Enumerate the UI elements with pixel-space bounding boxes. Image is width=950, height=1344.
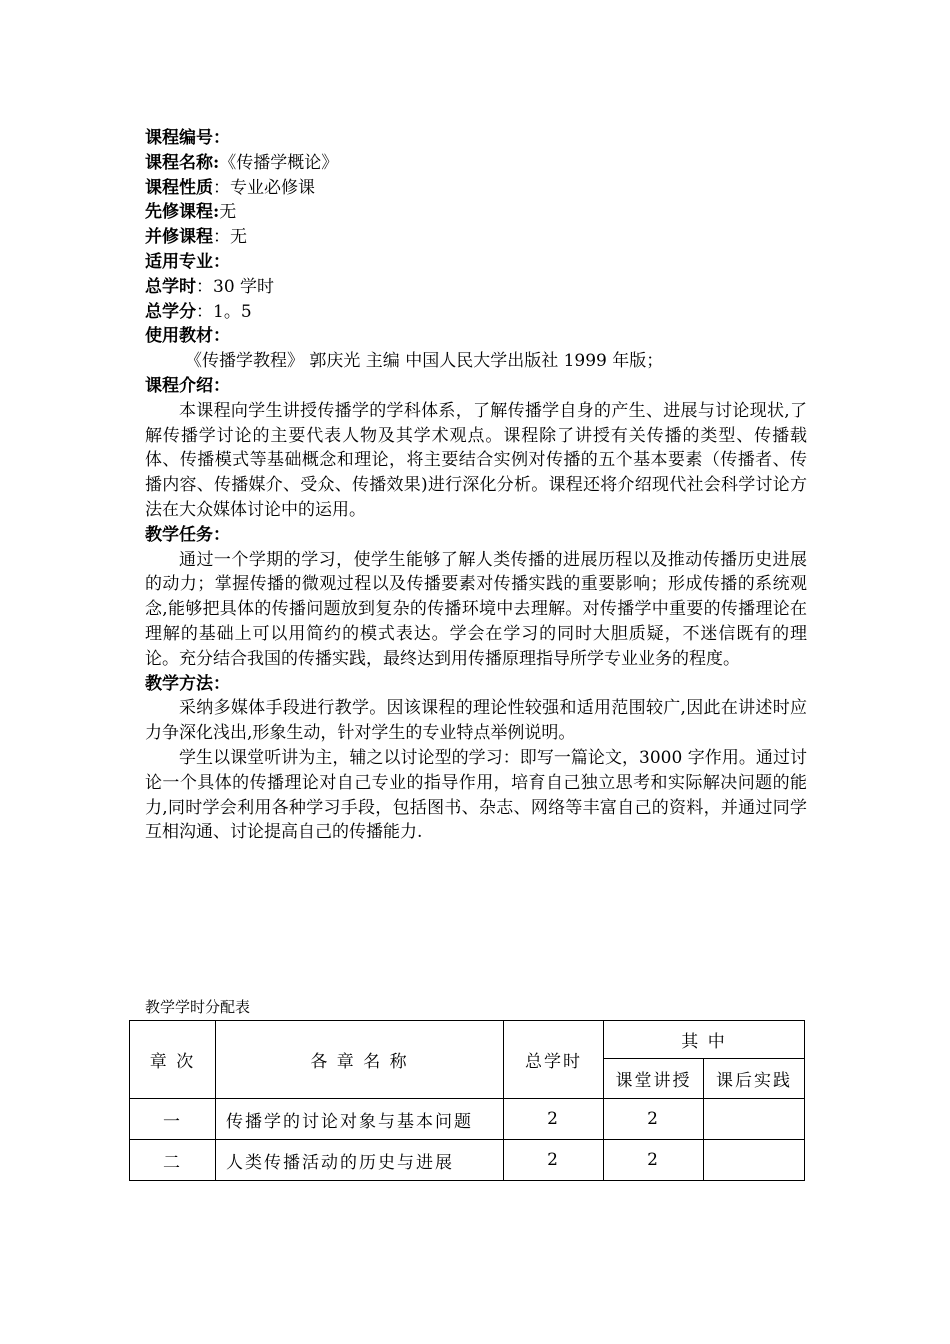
header-practice: 课后实践 xyxy=(704,1059,805,1099)
table-row xyxy=(130,1099,805,1140)
field-label: 先修课程: xyxy=(145,202,220,223)
field-label: 并修课程 xyxy=(145,227,213,248)
hours-distribution-table xyxy=(129,1020,805,1181)
field-label: 课程编号： xyxy=(145,128,230,148)
course-info xyxy=(145,126,807,845)
cell-chapter: 一 xyxy=(130,1099,216,1140)
total-credits-row xyxy=(145,300,807,325)
course-name-row xyxy=(145,151,807,176)
course-nature-row xyxy=(145,176,807,201)
field-value: ：无 xyxy=(213,227,247,248)
cell-practice xyxy=(704,1140,805,1181)
method-text xyxy=(145,696,807,845)
field-label: 适用专业： xyxy=(145,251,230,272)
intro-paragraph: 本课程向学生讲授传播学的学科体系，了解传播学自身的产生、进展与讨论现状,了解传播学讨论的主要代表人物及其学术观点。课程除了讲授有关传播的类型、传播载体、传播模式等基础概念和理论，将主要结合实例对传播的五个基本要素（传播者、传播内容、传播媒介、受众、传播效果)进行深化分析。课程还将介绍现代社会科学讨论方法在大众媒体讨论中的运用。 xyxy=(145,400,807,520)
cell-practice xyxy=(704,1099,805,1140)
header-total-hours: 总学时 xyxy=(504,1021,604,1099)
task-label: 教学任务： xyxy=(145,524,230,545)
task-text xyxy=(145,548,807,672)
textbook-value: 《传播学教程》 郭庆光 主编 中国人民大学出版社 1999 年版； xyxy=(185,351,664,372)
field-label: 课程性质 xyxy=(145,177,213,198)
method-label: 教学方法： xyxy=(145,673,230,694)
table-caption: 教学学时分配表 xyxy=(145,998,251,1016)
field-value: 无 xyxy=(219,202,237,223)
field-value: ：1。5 xyxy=(196,301,252,322)
field-value: ：30 学时 xyxy=(196,276,275,297)
cell-lecture: 2 xyxy=(604,1099,704,1140)
table-row xyxy=(130,1140,805,1181)
field-label: 课程名称: xyxy=(145,152,220,173)
cell-lecture: 2 xyxy=(604,1140,704,1181)
table-header-row xyxy=(130,1021,805,1059)
cell-chapter: 二 xyxy=(130,1140,216,1181)
cell-chapter-name: 人类传播活动的历史与进展 xyxy=(216,1140,504,1181)
cell-chapter-name: 传播学的讨论对象与基本问题 xyxy=(216,1099,504,1140)
field-value: 《传播学概论》 xyxy=(219,152,339,173)
intro-label: 课程介绍： xyxy=(145,375,230,396)
header-chapter: 章 次 xyxy=(130,1021,216,1099)
total-hours-row xyxy=(145,275,807,300)
field-value: ：专业必修课 xyxy=(213,177,315,198)
intro-text xyxy=(145,399,807,523)
course-number-row xyxy=(145,126,807,151)
prerequisite-row xyxy=(145,200,807,225)
corequisite-row xyxy=(145,225,807,250)
method-paragraph: 采纳多媒体手段进行教学。因该课程的理论性较强和适用范围较广,因此在讲述时应力争深化浅出,形象生动，针对学生的专业特点举例说明。 xyxy=(145,698,807,744)
applicable-major-row xyxy=(145,250,807,275)
cell-total-hours: 2 xyxy=(504,1140,604,1181)
header-chapter-name: 各 章 名 称 xyxy=(216,1021,504,1099)
field-label: 总学分 xyxy=(145,301,196,322)
task-paragraph: 通过一个学期的学习，使学生能够了解人类传播的进展历程以及推动传播历史进展的动力；掌握传播的微观过程以及传播要素对传播实践的重要影响；形成传播的系统观念,能够把具体的传播问题放到复杂的传播环境中去理解。对传播学中重要的传播理论在理解的基础上可以用简约的模式表达。学会在学习的同时大胆质疑，不迷信既有的理论。充分结合我国的传播实践，最终达到用传播原理指导所学专业业务的程度。 xyxy=(145,549,807,669)
cell-total-hours: 2 xyxy=(504,1099,604,1140)
header-of-which: 其 中 xyxy=(604,1021,805,1059)
field-label: 总学时 xyxy=(145,276,196,297)
header-lecture: 课堂讲授 xyxy=(604,1059,704,1099)
method-paragraph: 学生以课堂听讲为主，辅之以讨论型的学习：即写一篇论文，3000 字作用。通过讨论一个具体的传播理论对自己专业的指导作用，培育自己独立思考和实际解决问题的能力,同时学会利用各种学习手段，包括图书、杂志、网络等丰富自己的资料，并通过同学互相沟通、讨论提高自己的传播能力. xyxy=(145,747,807,843)
textbook-label: 使用教材： xyxy=(145,326,230,347)
